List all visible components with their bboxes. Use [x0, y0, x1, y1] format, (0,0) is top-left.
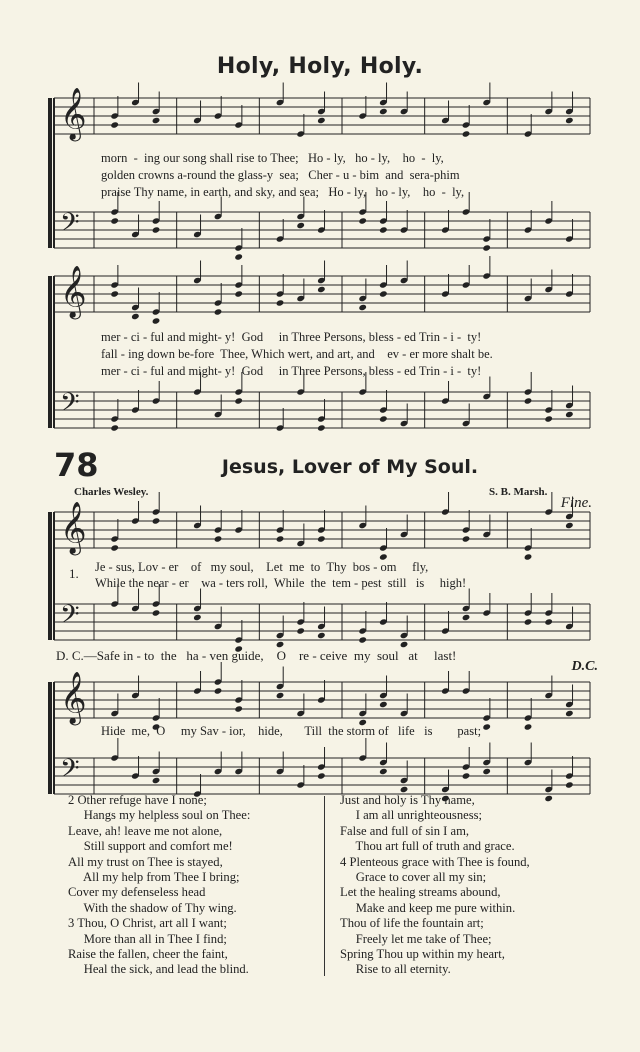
- svg-text:𝄞: 𝄞: [60, 670, 87, 724]
- svg-text:𝄞: 𝄞: [60, 86, 87, 140]
- hymn-title-jesus: Jesus, Lover of My Soul.: [221, 456, 479, 478]
- hymn-title-holy: Holy, Holy, Holy.: [216, 54, 424, 79]
- stanza-line: All my help from Thee I bring;: [68, 870, 240, 885]
- stanza-line: With the shadow of Thy wing.: [68, 900, 237, 915]
- hymn1-lyric-line: fall - ing down be-fore Thee, Which wert, and art, and ev - er more shalt be.: [101, 347, 493, 361]
- verse1-line1: Je - sus, Lov - er of my soul, Let me to Thy bos - om fly,: [95, 560, 429, 574]
- stanza-line: Hangs my helpless soul on Thee:: [68, 808, 251, 823]
- composer-name: S. B. Marsh.: [489, 486, 548, 498]
- stanza-line: Make and keep me pure within.: [340, 900, 516, 915]
- stanzas-left: [68, 793, 250, 978]
- svg-text:𝄢: 𝄢: [60, 754, 80, 790]
- svg-text:𝄢: 𝄢: [60, 208, 80, 244]
- hymn1-lyric-line: mer - ci - ful and might- y! God in Three Persons, bless - ed Trin - i - ty!: [101, 330, 482, 344]
- hymn1-lyric-line: morn - ing our song shall rise to Thee; Ho - ly, ho - ly, ho - ly,: [101, 151, 444, 165]
- svg-text:𝄢: 𝄢: [60, 388, 80, 424]
- hymn1-lyric-line: mer - ci - ful and might- y! God in Three Persons, bless - ed Trin - i - ty!: [101, 364, 482, 378]
- stanza-line: Leave, ah! leave me not alone,: [68, 823, 223, 838]
- verse-number: 1.: [69, 566, 79, 581]
- stanza-line: Heal the sick, and lead the blind.: [68, 962, 249, 977]
- stanza-line: More than all in Thee I find;: [68, 931, 227, 946]
- stanzas-right: [340, 793, 530, 978]
- stanza-line: 4 Plenteous grace with Thee is found,: [340, 854, 530, 869]
- stanza-line: Thou of life the fountain art;: [340, 916, 484, 931]
- stanza-line: I am all unrighteousness;: [340, 808, 483, 823]
- stanza-line: Raise the fallen, cheer the faint,: [68, 947, 228, 962]
- hymn1-lyric-line: golden crowns a-round the glass-y sea; Cher - u - bim and sera-phim: [101, 168, 460, 182]
- svg-text:𝄞: 𝄞: [60, 500, 87, 554]
- stanza-line: Cover my defenseless head: [68, 885, 206, 900]
- svg-text:𝄞: 𝄞: [60, 264, 87, 318]
- author-name: Charles Wesley.: [74, 486, 149, 498]
- stanza-line: Freely let me take of Thee;: [340, 931, 492, 946]
- stanza-line: Let the healing streams abound,: [340, 885, 501, 900]
- middle-lyric-line: Hide me, O my Sav - ior, hide, Till the storm of life is past;: [101, 724, 482, 738]
- dc-marking: D.C.: [571, 659, 598, 674]
- dc-lyric-line: D. C.—Safe in - to the ha - ven guide, O re - ceive my soul at last!: [56, 648, 457, 663]
- svg-text:𝄢: 𝄢: [60, 600, 80, 636]
- stanza-line: 2 Other refuge have I none;: [68, 793, 207, 807]
- fine-marking: Fine.: [560, 495, 592, 511]
- stanza-line: Grace to cover all my sin;: [340, 870, 487, 885]
- column-divider: [324, 796, 325, 976]
- stanza-line: Thou art full of truth and grace.: [340, 839, 515, 854]
- stanza-line: 3 Thou, O Christ, art all I want;: [68, 916, 227, 931]
- stanza-line: False and full of sin I am,: [340, 823, 470, 838]
- stanza-line: Still support and comfort me!: [68, 839, 233, 854]
- hymn-number: 78: [54, 446, 99, 484]
- stanza-line: Spring Thou up within my heart,: [340, 947, 505, 962]
- verse1-line2: While the near - er wa - ters roll, While the tem - pest still is high!: [95, 576, 467, 590]
- stanza-line: All my trust on Thee is stayed,: [68, 854, 223, 869]
- stanza-line: Just and holy is Thy name,: [340, 793, 475, 807]
- hymn1-lyric-line: praise Thy name, in earth, and sky, and sea; Ho - ly, ho - ly, ho - ly,: [101, 185, 465, 199]
- stanza-line: Rise to all eternity.: [340, 962, 451, 977]
